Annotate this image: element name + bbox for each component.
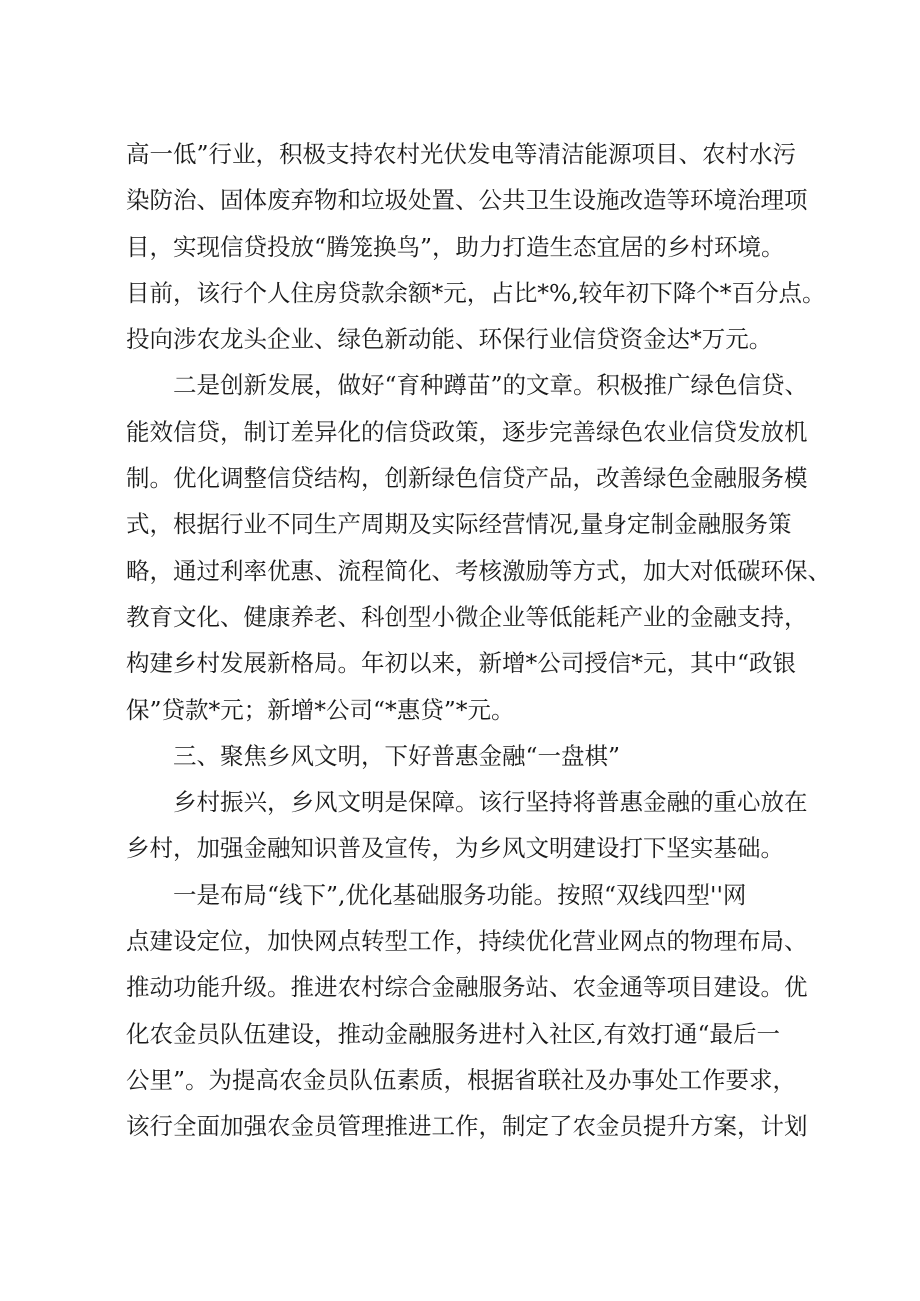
text-line: 一是布局“线下”,优化基础服务功能。按照“双线四型''网: [173, 880, 747, 909]
paragraph-rural-civility: [126, 779, 806, 872]
paragraph-continuation: [126, 131, 826, 362]
paragraph-offline-layout: [126, 872, 806, 1150]
text-line: 式，根据行业不同生产周期及实际经营情况,量身定制金融服务策: [126, 510, 792, 539]
text-line: 构建乡村发展新格局。年初以来，新增*公司授信*元，其中“政银: [126, 649, 797, 678]
text-line: 乡村振兴，乡风文明是保障。该行坚持将普惠金融的重心放在: [173, 788, 808, 817]
text-line: 公里”。为提高农金员队伍素质，根据省联社及办事处工作要求，: [126, 1065, 797, 1094]
text-line: 制。优化调整信贷结构，创新绿色信贷产品，改善绿色金融服务模: [126, 464, 808, 493]
text-line: 目，实现信贷投放“腾笼换鸟”，助力打造生态宜居的乡村环境。: [126, 232, 785, 261]
text-line: 保”贷款*元；新增*公司“*惠贷”*元。: [126, 695, 515, 724]
text-line: 乡村，加强金融知识普及宣传，为乡风文明建设打下坚实基础。: [126, 834, 784, 863]
body-text: [126, 131, 831, 1150]
section-heading: [126, 733, 806, 779]
text-line: 化农金员队伍建设，推动金融服务进村入社区,有效打通“最后一: [126, 1019, 780, 1048]
text-line: 推动功能升级。推进农村综合金融服务站、农金通等项目建设。优: [126, 973, 808, 1002]
text-line: 该行全面加强农金员管理推进工作，制定了农金员提升方案，计划: [126, 1112, 808, 1141]
paragraph-innovation: [126, 362, 831, 732]
text-line: 能效信贷，制订差异化的信贷政策，逐步完善绿色农业信贷发放机: [126, 417, 808, 446]
text-line: 目前，该行个人住房贷款余额*元，占比*%,较年初下降个*百分点。: [126, 278, 826, 307]
text-line: 染防治、固体废弃物和垃圾处置、公共卫生设施改造等环境治理项: [126, 186, 808, 215]
text-line: 高一低”行业，积极支持农村光伏发电等清洁能源项目、农村水污: [126, 140, 797, 168]
text-line: 二是创新发展，做好“育种蹲苗”的文章。积极推广绿色信贷、: [173, 371, 809, 400]
text-line: 略，通过利率优惠、流程简化、考核激励等方式，加大对低碳环保、: [126, 556, 831, 585]
text-line: 投向涉农龙头企业、绿色新动能、环保行业信贷资金达*万元。: [126, 325, 773, 354]
heading-line: 三、聚焦乡风文明，下好普惠金融“一盘棋”: [173, 741, 621, 770]
text-line: 教育文化、健康养老、科创型小微企业等低能耗产业的金融支持，: [126, 602, 808, 631]
text-line: 点建设定位，加快网点转型工作，持续优化营业网点的物理布局、: [126, 927, 808, 956]
